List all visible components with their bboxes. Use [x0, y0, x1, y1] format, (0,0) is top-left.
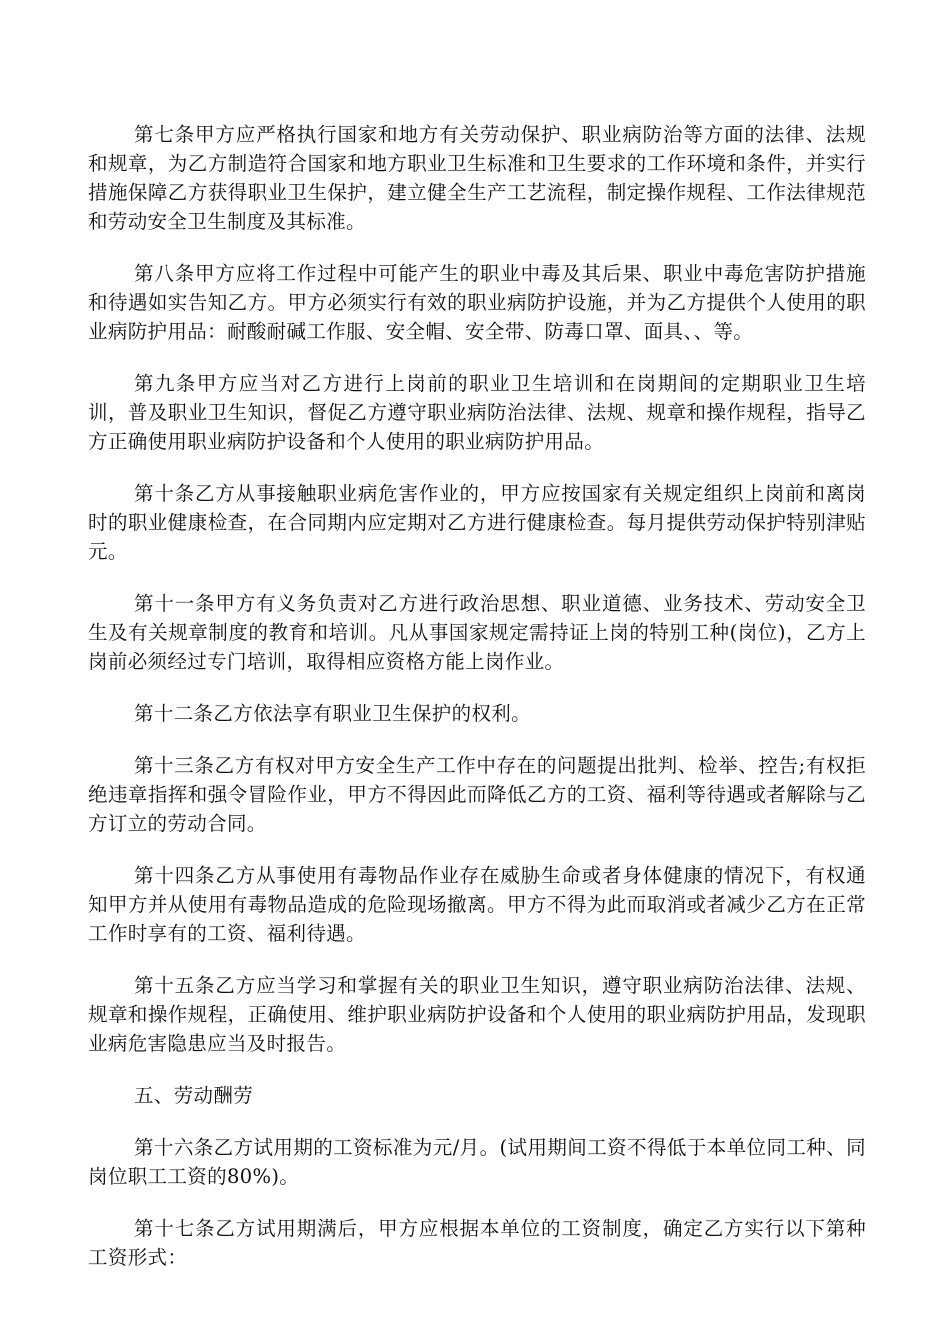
article-8-paragraph: 第八条甲方应将工作过程中可能产生的职业中毒及其后果、职业中毒危害防护措施和待遇如实告知乙方。甲方必须实行有效的职业病防护设施，并为乙方提供个人使用的职业病防护用品：耐酸耐碱工作服、安全帽、安全带、防毒口罩、面具、、等。 — [88, 262, 866, 343]
article-7-paragraph: 第七条甲方应严格执行国家和地方有关劳动保护、职业病防治等方面的法律、法规和规章，为乙方制造符合国家和地方职业卫生标准和卫生要求的工作环境和条件，并实行措施保障乙方获得职业卫生保护，建立健全生产工艺流程，制定操作规程、工作法律规范和劳动安全卫生制度及其标准。 — [88, 123, 866, 233]
article-13-paragraph: 第十三条乙方有权对甲方安全生产工作中存在的问题提出批判、检举、控告;有权拒绝违章指挥和强令冒险作业，甲方不得因此而降低乙方的工资、福利等待遇或者解除与乙方订立的劳动合同。 — [88, 754, 866, 835]
article-17-paragraph: 第十七条乙方试用期满后，甲方应根据本单位的工资制度，确定乙方实行以下第种工资形式： — [88, 1217, 866, 1269]
article-16-paragraph: 第十六条乙方试用期的工资标准为元/月。(试用期间工资不得低于本单位同工种、同岗位职工工资的80%)。 — [88, 1136, 866, 1188]
article-10-paragraph: 第十条乙方从事接触职业病危害作业的，甲方应按国家有关规定组织上岗前和离岗时的职业健康检查，在合同期内应定期对乙方进行健康检查。每月提供劳动保护特别津贴元。 — [88, 482, 866, 563]
article-15-paragraph: 第十五条乙方应当学习和掌握有关的职业卫生知识，遵守职业病防治法律、法规、规章和操作规程，正确使用、维护职业病防护设备和个人使用的职业病防护用品，发现职业病危害隐患应当及时报告。 — [88, 974, 866, 1055]
article-11-paragraph: 第十一条甲方有义务负责对乙方进行政治思想、职业道德、业务技术、劳动安全卫生及有关规章制度的教育和培训。凡从事国家规定需持证上岗的特别工种(岗位)，乙方上岗前必须经过专门培训，取得相应资格方能上岗作业。 — [88, 592, 866, 673]
article-9-paragraph: 第九条甲方应当对乙方进行上岗前的职业卫生培训和在岗期间的定期职业卫生培训，普及职业卫生知识，督促乙方遵守职业病防治法律、法规、规章和操作规程，指导乙方正确使用职业病防护设备和个人使用的职业病防护用品。 — [88, 372, 866, 453]
article-14-paragraph: 第十四条乙方从事使用有毒物品作业存在威胁生命或者身体健康的情况下，有权通知甲方并从使用有毒物品造成的危险现场撤离。甲方不得为此而取消或者减少乙方在正常工作时享有的工资、福利待遇。 — [88, 864, 866, 945]
section-5-heading: 五、劳动酬劳 — [134, 1084, 254, 1107]
article-12-paragraph: 第十二条乙方依法享有职业卫生保护的权利。 — [134, 702, 532, 725]
document-body — [88, 120, 866, 1295]
